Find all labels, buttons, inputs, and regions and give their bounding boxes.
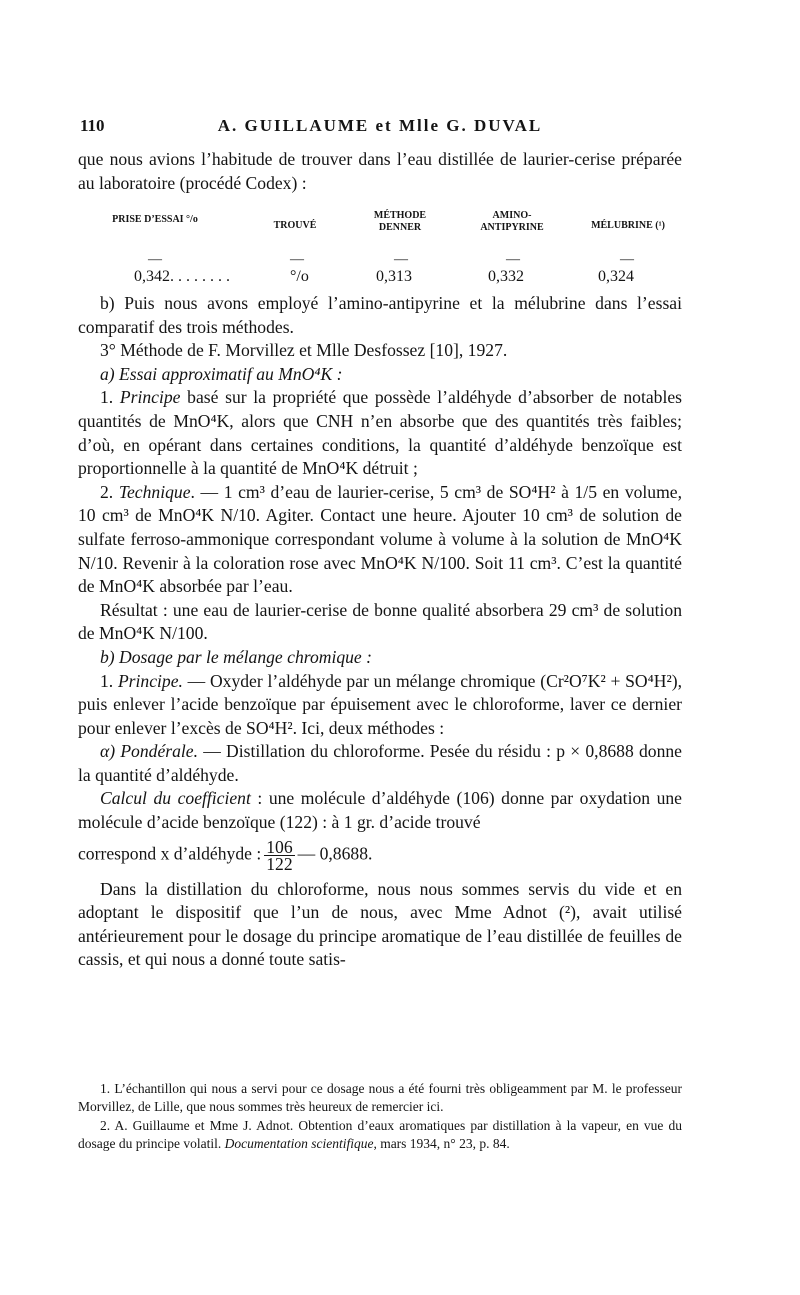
running-title: A. GUILLAUME et Mlle G. DUVAL bbox=[217, 116, 543, 135]
distillation-paragraph: Dans la distillation du chloroforme, nous nous sommes servis du vide et en adoptant le dispositif que l’un de nous, avec Mme Adnot (²), avait utilisé antérieurement pour le dosage du principe aromatique de l’eau distillée de feuilles de cassis, et qui nous a donné toute satis- bbox=[78, 878, 682, 970]
technique-label: Technique bbox=[118, 481, 191, 502]
table-header bbox=[100, 206, 680, 252]
correspond-post: — 0,8688. bbox=[297, 843, 373, 864]
principe-2-label: Principe. bbox=[117, 670, 183, 691]
dash-4: — bbox=[506, 252, 520, 267]
table-row bbox=[100, 268, 680, 290]
col-header-denner: MÉTHODE DENNER bbox=[373, 210, 427, 233]
principe-2-number: 1. bbox=[100, 670, 114, 691]
cell-denner: 0,313 bbox=[376, 268, 412, 285]
principe-2-text: — Oxyder l’aldéhyde par un mélange chromique (Cr²O⁷K² + SO⁴H²), puis enlever l’acide benzoïque par épuisement avec le chloroforme, laver ce dernier pour enlever l’excès de SO⁴H². Ici, deux méthodes : bbox=[78, 670, 683, 738]
method-3-heading: 3° Méthode de F. Morvillez et Mlle Desfossez [10], 1927. bbox=[100, 340, 508, 361]
footnote-2-journal: Documentation scientifique bbox=[224, 1136, 374, 1152]
ponderale-text: — Distillation du chloroforme. Pesée du résidu : p × 0,8688 donne la quantité d’aldéhyde. bbox=[78, 741, 682, 785]
fraction bbox=[264, 836, 294, 874]
footnote-2-pre: 2. A. Guillaume et Mme J. Adnot. Obtention d’eaux aromatiques par distillation à la vapeur, en vue du dosage du principe volatil. bbox=[78, 1117, 682, 1152]
page-number: 110 bbox=[80, 116, 105, 135]
principe-label: Principe bbox=[119, 387, 181, 408]
dosage-heading: b) Dosage par le mélange chromique : bbox=[100, 646, 372, 667]
intro-text: que nous avions l’habitude de trouver dans l’eau distillée de laurier-cerise préparée au laboratoire (procédé Codex) : bbox=[78, 149, 682, 193]
dash-5: — bbox=[620, 252, 634, 267]
calcul-paragraph bbox=[78, 787, 682, 834]
technique-paragraph bbox=[78, 481, 682, 599]
principe-2-paragraph bbox=[78, 670, 682, 741]
table-dashes bbox=[100, 252, 680, 268]
col-header-melubrine: MÉLUBRINE (¹) bbox=[591, 220, 665, 231]
footnote-1: 1. L’échantillon qui nous a servi pour ce dosage nous a été fourni très obligeamment par M. le professeur Morvillez, de Lille, que nous sommes très heureux de remercier ici. bbox=[78, 1081, 682, 1115]
col-header-amino: AMINO-ANTIPYRINE bbox=[480, 210, 544, 233]
fraction-numerator: 106 bbox=[266, 836, 293, 857]
cell-amino: 0,332 bbox=[488, 268, 524, 285]
essai-heading: a) Essai approximatif au MnO⁴K : bbox=[100, 363, 343, 384]
technique-number: 2. bbox=[100, 481, 114, 502]
principe-number: 1. bbox=[100, 387, 114, 408]
dash-3: — bbox=[394, 252, 408, 267]
col-header-prise: PRISE D’ESSAI °/o bbox=[112, 214, 198, 225]
b-intro-paragraph: b) Puis nous avons employé l’amino-antipyrine et la mélubrine dans l’essai comparatif des trois méthodes. bbox=[78, 293, 682, 337]
correspond-pre: correspond x d’aldéhyde : bbox=[78, 843, 262, 864]
cell-melubrine: 0,324 bbox=[598, 268, 634, 285]
footnotes bbox=[78, 1080, 682, 1154]
principe-text: basé sur la propriété que possède l’aldéhyde d’absorber de notables quantités de MnO⁴K, alors que CNH n’en absorbe que des quantités très faibles; d’où, en opérant dans certaines conditions, la quantité d’aldéhyde benzoïque est proportionnelle à la quantité de MnO⁴K détruit ; bbox=[78, 387, 682, 479]
running-header bbox=[80, 116, 680, 140]
calcul-label: Calcul du coefficient bbox=[100, 788, 251, 809]
dash-2: — bbox=[290, 252, 304, 267]
principe-paragraph bbox=[78, 386, 682, 480]
results-table bbox=[100, 206, 680, 290]
cell-prise: 0,342. . . . . . . . bbox=[134, 268, 230, 285]
intro-paragraph bbox=[78, 148, 682, 195]
ponderale-paragraph bbox=[78, 740, 682, 787]
ponderale-label: α) Pondérale. bbox=[100, 741, 198, 762]
correspond-line bbox=[78, 836, 682, 874]
footnote-2-post: , mars 1934, n° 23, p. 84. bbox=[373, 1136, 510, 1152]
col-header-trouve: TROUVÉ bbox=[273, 220, 317, 231]
dash-1: — bbox=[148, 252, 162, 267]
footnote-2 bbox=[78, 1117, 682, 1154]
main-text bbox=[78, 292, 682, 972]
fraction-denominator: 122 bbox=[266, 853, 293, 874]
calcul-text: : une molécule d’aldéhyde (106) donne par oxydation une molécule d’acide benzoïque (122) : à 1 gr. d’acide trouvé bbox=[78, 788, 682, 833]
resultat-paragraph: Résultat : une eau de laurier-cerise de bonne qualité absorbera 29 cm³ de solution de MnO⁴K N/100. bbox=[78, 599, 682, 644]
technique-text: . — 1 cm³ d’eau de laurier-cerise, 5 cm³ de SO⁴H² à 1/5 en volume, 10 cm³ de MnO⁴K N/10. Agiter. Contact une heure. Ajouter 10 cm³ de solution de sulfate ferroso-ammonique correspondant volume à volume à la solution de MnO⁴K N/10. Revenir à la coloration rose avec MnO⁴K N/100. Soit 11 cm³. C’est la quantité de MnO⁴K absorbée par l’eau. bbox=[78, 481, 682, 597]
cell-trouve-unit: °/o bbox=[290, 268, 309, 285]
